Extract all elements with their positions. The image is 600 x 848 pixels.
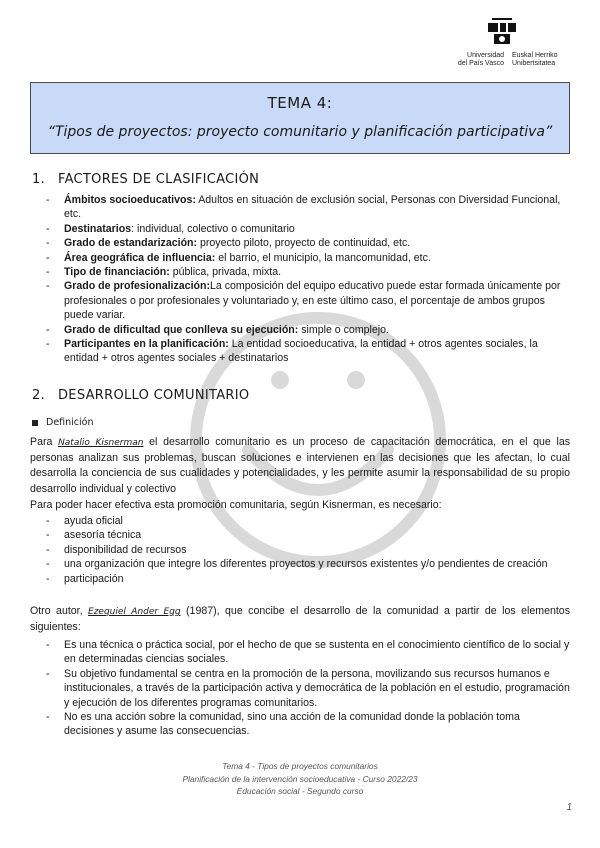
definition-subheading: Definición: [32, 417, 94, 428]
factor-term: Grado de profesionalización:: [64, 280, 210, 293]
definition-paragraph: Para Natalio Kisnerman el desarrollo comunitario es un proceso de capacitación democrática, en el que las personas analizan sus problemas, buscan soluciones e intervienen en las decisiones que les afectan, lo cual desarrolla la conciencia de sus cualidades y potencialidades, y les permite asumir la responsabilidad de su propio desarrollo individual y colectivo: [30, 436, 571, 495]
university-logo-icon: [488, 18, 516, 46]
factor-item: [46, 251, 570, 265]
factor-text: pública, privada, mixta.: [169, 266, 282, 279]
factor-text: Adultos en situación de exclusión social, Personas con Diversidad Funcional, etc.: [64, 194, 561, 221]
requirements-list: [46, 514, 570, 586]
requirement-item: - disponibilidad de recursos: [46, 543, 570, 557]
section-2-heading: 2. DESARROLLO COMUNITARIO: [32, 388, 250, 403]
classification-factors-list: [46, 193, 570, 366]
logo-text-right: Euskal Herriko Unibertsitatea: [512, 52, 558, 67]
factor-text: : individual, colectivo o comunitario: [131, 222, 295, 235]
factor-text: La entidad socioeducativa, la entidad + otros agentes sociales, la entidad + otros agentes sociales + destinatarios: [64, 338, 538, 365]
author-kisnerman: Natalio Kisnerman: [58, 438, 144, 448]
factor-item: [46, 323, 570, 337]
factor-text: simple o complejo.: [298, 323, 389, 336]
requirement-item: - ayuda oficial: [46, 514, 570, 528]
page-number: 1: [566, 802, 572, 813]
requirement-item: - asesoría técnica: [46, 528, 570, 542]
requirement-item: - participación: [46, 572, 570, 586]
page-footer: Tema 4 - Tipos de proyectos comunitarios Planificación de la intervención socioeducativa - Curso 2022/23 Educación social - Segundo curso: [182, 761, 418, 796]
element-item: - No es una acción sobre la comunidad, sino una acción de la comunidad donde la población toma decisiones y asume las consecuencias.: [46, 710, 570, 739]
section-1-heading: 1. FACTORES DE CLASIFICACIÓN: [32, 172, 260, 187]
factor-term: Participantes en la planificación:: [64, 338, 229, 351]
factor-item: [46, 265, 570, 279]
square-bullet-icon: [32, 420, 38, 426]
requirements-intro: Para poder hacer efectiva esta promoción comunitaria, según Kisnerman, es necesario:: [30, 499, 442, 511]
factor-text: proyecto piloto, proyecto de continuidad, etc.: [197, 237, 411, 250]
ander-egg-elements-list: [46, 638, 570, 739]
factor-term: Tipo de financiación:: [64, 266, 170, 279]
factor-term: Ámbitos socioeducativos:: [64, 194, 196, 206]
factor-item: [46, 337, 570, 366]
element-item: - Es una técnica o práctica social, por el hecho de que se sustenta en el conocimiento científico de lo social y en determinadas ciencias sociales.: [46, 638, 570, 667]
factor-item: [46, 193, 570, 222]
factor-item: [46, 222, 570, 236]
logo-text-left: Universidad del País Vasco: [457, 52, 504, 67]
factor-text: el barrio, el municipio, la mancomunidad, etc.: [215, 251, 431, 264]
factor-term: Grado de estandarización:: [64, 237, 198, 250]
university-logo: [444, 18, 569, 72]
requirement-item: - una organización que integre los diferentes proyectos y recursos existentes y/o pendientes de creación: [46, 557, 570, 571]
topic-subtitle: “Tipos de proyectos: proyecto comunitario y planificación participativa”: [47, 124, 553, 140]
factor-term: Grado de dificultad que conlleva su ejecución:: [64, 323, 299, 336]
factor-text: La composición del equipo educativo puede estar formada únicamente por profesionales o por profesionales y voluntariado y, en este último caso, el porcentaje de ambos grupos puede variar.: [64, 280, 561, 322]
factor-term: Área geográfica de influencia:: [64, 251, 216, 264]
title-box: [30, 82, 570, 154]
factor-item: [46, 279, 570, 322]
element-item: - Su objetivo fundamental se centra en la promoción de la persona, movilizando sus recursos humanos e institucionales, a través de la participación activa y democrática de la población en el estudio, programación y ejecución de los diferentes programas comunitarios.: [46, 667, 570, 710]
factor-term: Destinatarios: [64, 222, 132, 235]
ander-egg-paragraph: Otro autor, Ezequiel Ander Egg (1987), que concibe el desarrollo de la comunidad a partir de los elementos siguientes:: [30, 605, 570, 634]
topic-title: TEMA 4:: [267, 94, 333, 112]
author-ander-egg: Ezequiel Ander Egg: [88, 607, 181, 617]
factor-item: [46, 236, 570, 250]
